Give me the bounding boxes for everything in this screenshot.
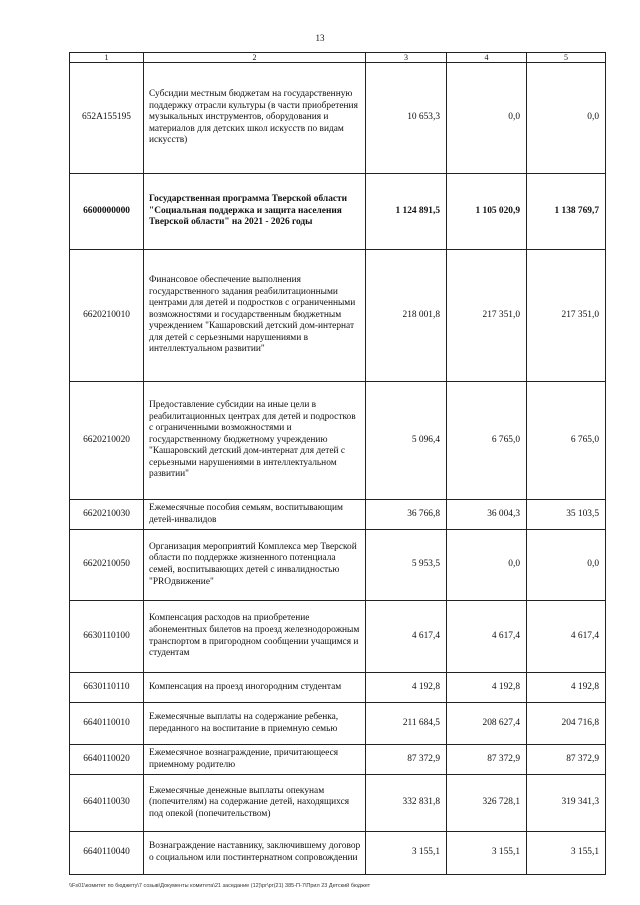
table-header-row bbox=[70, 53, 606, 63]
table-row bbox=[70, 250, 606, 382]
row-code: 6620210010 bbox=[70, 250, 144, 382]
row-value-col4: 0,0 bbox=[447, 63, 527, 174]
row-code: 6620210030 bbox=[70, 500, 144, 530]
row-value-col3: 4 192,8 bbox=[366, 673, 447, 703]
column-header: 1 bbox=[70, 53, 144, 63]
table-row-program bbox=[70, 174, 606, 250]
row-code: 6640110010 bbox=[70, 703, 144, 745]
row-value-col3: 5 096,4 bbox=[366, 382, 447, 500]
table-row bbox=[70, 382, 606, 500]
row-value-col5: 0,0 bbox=[527, 530, 606, 601]
row-code: 6600000000 bbox=[70, 174, 144, 250]
row-value-col5: 6 765,0 bbox=[527, 382, 606, 500]
row-value-col4: 4 617,4 bbox=[447, 601, 527, 673]
row-code: 6620210050 bbox=[70, 530, 144, 601]
row-value-col5: 4 617,4 bbox=[527, 601, 606, 673]
row-value-col4: 6 765,0 bbox=[447, 382, 527, 500]
table-row bbox=[70, 601, 606, 673]
row-description: Компенсация расходов на приобретение абонементных билетов на проезд железнодорожным транспортом в пригородном сообщении учащимся и студентам bbox=[144, 601, 366, 673]
row-value-col5: 204 716,8 bbox=[527, 703, 606, 745]
row-value-col3: 332 831,8 bbox=[366, 775, 447, 832]
row-value-col3: 1 124 891,5 bbox=[366, 174, 447, 250]
table-row bbox=[70, 703, 606, 745]
row-description: Ежемесячные выплаты на содержание ребенка, переданного на воспитание в приемную семью bbox=[144, 703, 366, 745]
page-number: 13 bbox=[315, 33, 325, 43]
row-value-col4: 217 351,0 bbox=[447, 250, 527, 382]
table-row bbox=[70, 775, 606, 832]
row-value-col3: 211 684,5 bbox=[366, 703, 447, 745]
row-value-col4: 0,0 bbox=[447, 530, 527, 601]
table-row bbox=[70, 832, 606, 875]
column-header: 3 bbox=[366, 53, 447, 63]
row-value-col5: 87 372,9 bbox=[527, 745, 606, 775]
row-value-col4: 87 372,9 bbox=[447, 745, 527, 775]
row-value-col3: 5 953,5 bbox=[366, 530, 447, 601]
row-value-col3: 36 766,8 bbox=[366, 500, 447, 530]
row-value-col4: 1 105 020,9 bbox=[447, 174, 527, 250]
row-value-col3: 218 001,8 bbox=[366, 250, 447, 382]
row-value-col4: 36 004,3 bbox=[447, 500, 527, 530]
row-description: Компенсация на проезд иногородним студентам bbox=[144, 673, 366, 703]
footer-file-path: \\Fs01\комитет по бюджету\7 созыв\Документы комитета\21 заседание (12)\рг\рг(21) 385-П-7\Прил 23 Детский бюджет bbox=[69, 883, 371, 889]
column-header: 2 bbox=[144, 53, 366, 63]
row-value-col3: 10 653,3 bbox=[366, 63, 447, 174]
row-value-col3: 3 155,1 bbox=[366, 832, 447, 875]
row-value-col4: 3 155,1 bbox=[447, 832, 527, 875]
row-code: 6640110030 bbox=[70, 775, 144, 832]
row-value-col4: 208 627,4 bbox=[447, 703, 527, 745]
row-description: Ежемесячные денежные выплаты опекунам (попечителям) на содержание детей, находящихся под опекой (попечительством) bbox=[144, 775, 366, 832]
row-code: 652A155195 bbox=[70, 63, 144, 174]
row-value-col5: 0,0 bbox=[527, 63, 606, 174]
table-row bbox=[70, 673, 606, 703]
row-code: 6630110100 bbox=[70, 601, 144, 673]
row-value-col3: 4 617,4 bbox=[366, 601, 447, 673]
row-value-col5: 3 155,1 bbox=[527, 832, 606, 875]
row-value-col5: 35 103,5 bbox=[527, 500, 606, 530]
table-row bbox=[70, 63, 606, 174]
table-row bbox=[70, 745, 606, 775]
column-header: 5 bbox=[527, 53, 606, 63]
row-value-col4: 4 192,8 bbox=[447, 673, 527, 703]
budget-table bbox=[69, 52, 606, 875]
row-value-col4: 326 728,1 bbox=[447, 775, 527, 832]
row-value-col5: 217 351,0 bbox=[527, 250, 606, 382]
row-value-col5: 319 341,3 bbox=[527, 775, 606, 832]
row-value-col5: 1 138 769,7 bbox=[527, 174, 606, 250]
row-code: 6640110020 bbox=[70, 745, 144, 775]
row-code: 6640110040 bbox=[70, 832, 144, 875]
column-header: 4 bbox=[447, 53, 527, 63]
row-description: Предоставление субсидии на иные цели в реабилитационных центрах для детей и подростков с ограниченными возможностями и государственному бюджетному учреждению "Кашаровский детский дом-интернат для детей с серьезными нарушениями в интеллектуальном развитии" bbox=[144, 382, 366, 500]
row-description: Ежемесячные пособия семьям, воспитывающим детей-инвалидов bbox=[144, 500, 366, 530]
row-value-col3: 87 372,9 bbox=[366, 745, 447, 775]
row-description: Финансовое обеспечение выполнения государственного задания реабилитационными центрами для детей и подростков с ограниченными возможностями и государственным бюджетным учреждением "Кашаровский детский дом-интернат для детей с серьезными нарушениями в интеллектуальном развитии" bbox=[144, 250, 366, 382]
table-row bbox=[70, 500, 606, 530]
row-value-col5: 4 192,8 bbox=[527, 673, 606, 703]
row-description: Ежемесячное вознаграждение, причитающееся приемному родителю bbox=[144, 745, 366, 775]
table-row bbox=[70, 530, 606, 601]
row-description: Организация мероприятий Комплекса мер Тверской области по поддержке жизненного потенциала семей, воспитывающих детей с инвалидностью "PROдвижение" bbox=[144, 530, 366, 601]
row-description: Вознаграждение наставнику, заключившему договор о социальном или постинтернатном сопровождении bbox=[144, 832, 366, 875]
row-code: 6620210020 bbox=[70, 382, 144, 500]
row-description: Государственная программа Тверской области "Социальная поддержка и защита населения Тверской области" на 2021 - 2026 годы bbox=[144, 174, 366, 250]
row-description: Субсидии местным бюджетам на государственную поддержку отрасли культуры (в части приобретения музыкальных инструментов, оборудования и материалов для детских школ искусств по видам искусств) bbox=[144, 63, 366, 174]
row-code: 6630110110 bbox=[70, 673, 144, 703]
